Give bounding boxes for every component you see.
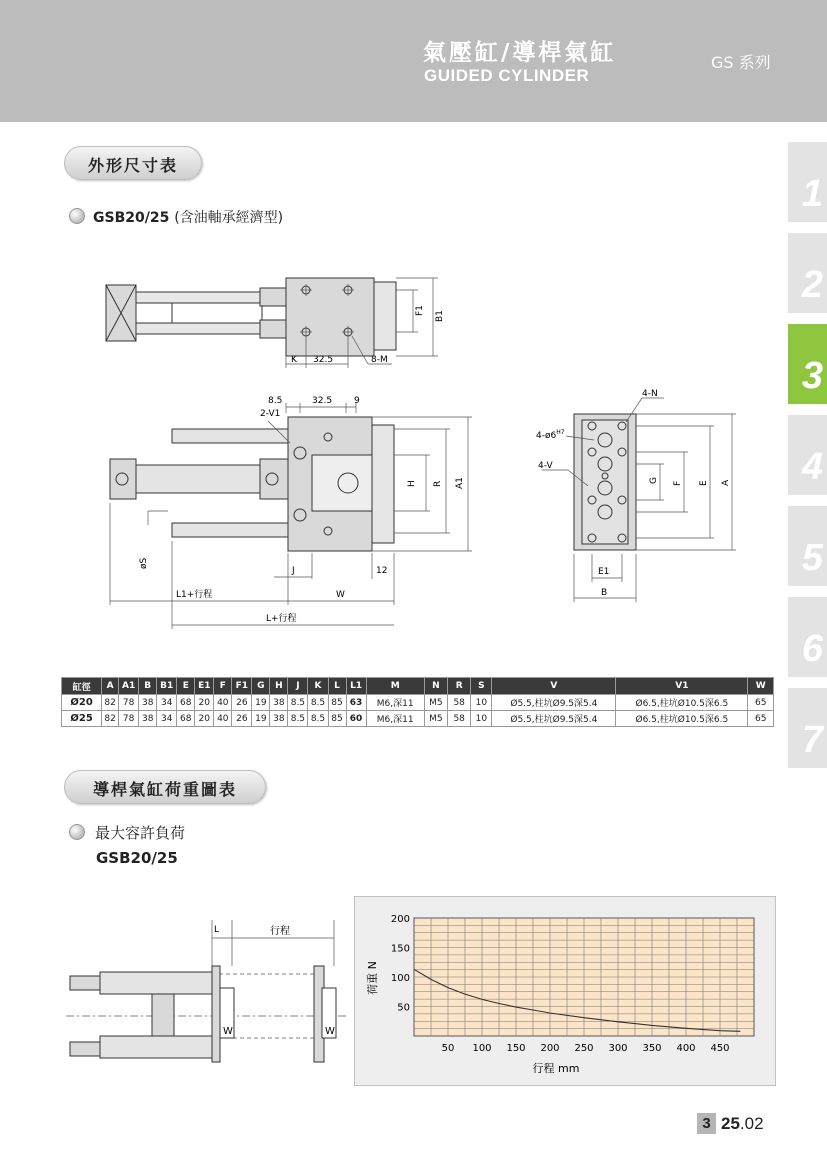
label-W-right: W — [325, 1026, 335, 1037]
label-R: R — [433, 480, 443, 487]
col-header: J — [288, 678, 308, 695]
label-G: G — [649, 477, 659, 484]
load-subtitle: 最大容許負荷 — [95, 824, 186, 842]
header-title-zh: 氣壓缸/導桿氣缸 — [423, 40, 617, 66]
page-number-main: 25 — [721, 1113, 740, 1133]
label-A1: A1 — [455, 477, 465, 489]
label-4-V: 4-V — [538, 461, 553, 471]
top-view-drawing — [100, 268, 460, 372]
label-E: E — [699, 480, 709, 486]
col-header: 缸徑 — [62, 678, 102, 695]
col-header: R — [448, 678, 471, 695]
chapter-tab-1[interactable]: 1 — [788, 142, 827, 222]
load-diagram — [66, 918, 348, 1066]
page-number-sub: .02 — [739, 1113, 764, 1133]
col-header: K — [308, 678, 328, 695]
x-tick-label: 200 — [540, 1043, 560, 1054]
x-tick-label: 50 — [441, 1043, 455, 1054]
label-A: A — [721, 479, 731, 486]
bullet-icon — [69, 824, 85, 840]
label-F1: F1 — [415, 305, 425, 316]
y-tick-label: 100 — [390, 973, 410, 984]
page-number — [697, 1113, 764, 1134]
col-header: A1 — [119, 678, 139, 695]
col-header: G — [252, 678, 270, 695]
header-series: GS 系列 — [711, 53, 771, 72]
chapter-tab-5[interactable]: 5 — [788, 506, 827, 586]
dimensions-table — [61, 677, 774, 727]
col-header: B1 — [157, 678, 177, 695]
label-L1-stroke: L1+行程 — [176, 590, 213, 600]
load-chart — [354, 896, 776, 1086]
front-view-drawing — [100, 393, 480, 633]
chapter-tab-3[interactable]: 3 — [788, 324, 827, 404]
label-8-5: 8.5 — [268, 396, 283, 406]
table-row: Ø20 82 78 38 34 68 20 40 26 19 38 8.5 8.5 85 63 M6,深11 M5 58 10 Ø5.5,柱坑Ø9.5深5.4 Ø6.5,柱坑Ø10.5深6.5 65 — [62, 695, 774, 711]
col-header: A — [102, 678, 119, 695]
table-header-row — [62, 678, 774, 695]
bullet-icon — [69, 208, 85, 224]
x-tick-label: 250 — [574, 1043, 594, 1054]
grid-lines — [414, 918, 754, 1036]
y-tick-label: 200 — [390, 914, 410, 925]
x-tick-label: 400 — [676, 1043, 696, 1054]
label-B: B — [601, 588, 608, 598]
label-J: J — [292, 566, 295, 576]
col-header: L1 — [346, 678, 366, 695]
chapter-tab-7[interactable]: 7 — [788, 688, 827, 768]
x-tick-label: 300 — [608, 1043, 628, 1054]
x-tick-label: 350 — [642, 1043, 662, 1054]
col-header: V — [492, 678, 616, 695]
col-header: H — [270, 678, 288, 695]
col-header: F — [214, 678, 232, 695]
label-4-N: 4-N — [642, 389, 658, 399]
y-axis-label: 荷重 N — [366, 961, 379, 995]
label-9: 9 — [354, 396, 360, 406]
label-H: H — [407, 480, 417, 487]
col-header: B — [139, 678, 157, 695]
y-tick-label: 50 — [397, 1002, 410, 1014]
label-32-5: 32.5 — [313, 355, 334, 365]
chapter-number: 3 — [697, 1113, 716, 1134]
chapter-tab-6[interactable]: 6 — [788, 597, 827, 677]
col-header: E1 — [195, 678, 214, 695]
x-tick-label: 150 — [506, 1043, 526, 1054]
label-K: K — [291, 355, 297, 365]
label-4-o6: $4-ø6^{H7}$ — [536, 429, 565, 441]
col-header: W — [748, 678, 774, 695]
section-title-load-chart: 導桿氣缸荷重圖表 — [64, 770, 266, 804]
page-header — [0, 0, 827, 122]
col-header: S — [471, 678, 492, 695]
x-tick-label: 100 — [472, 1043, 492, 1054]
col-header: L — [328, 678, 346, 695]
chapter-tab-4[interactable]: 4 — [788, 415, 827, 495]
label-2-V1: 2-V1 — [260, 409, 281, 419]
label-W: W — [336, 590, 345, 600]
label-8-M: 8-M — [371, 355, 388, 365]
section-title-dimensions: 外形尺寸表 — [64, 146, 202, 180]
col-header: F1 — [232, 678, 252, 695]
label-L-stroke: L+行程 — [266, 614, 297, 624]
x-tick-label: 450 — [710, 1043, 730, 1054]
side-view-drawing — [528, 388, 748, 606]
col-header: V1 — [616, 678, 748, 695]
table-row: Ø25 82 78 38 34 68 20 40 26 19 38 8.5 8.5 85 60 M6,深11 M5 58 10 Ø5.5,柱坑Ø9.5深5.4 Ø6.5,柱坑Ø10.5深6.5 65 — [62, 711, 774, 727]
y-tick-label: 150 — [390, 943, 410, 955]
x-axis-label: 行程 mm — [532, 1062, 580, 1075]
header-title-en: GUIDED CYLINDER — [424, 66, 590, 85]
col-header: E — [177, 678, 195, 695]
label-12: 12 — [376, 566, 388, 576]
label-B1: B1 — [435, 310, 445, 322]
label-oS: øS — [139, 557, 149, 569]
load-model: GSB20/25 — [96, 849, 178, 867]
col-header: N — [424, 678, 447, 695]
chapter-tab-2[interactable]: 2 — [788, 233, 827, 313]
col-header: M — [366, 678, 424, 695]
label-W-left: W — [223, 1026, 233, 1037]
label-E1: E1 — [598, 567, 610, 577]
label-L-load: L — [214, 925, 220, 935]
model-heading: GSB20/25 (含油軸承經濟型) — [93, 210, 284, 226]
label-32-5-front: 32.5 — [312, 396, 333, 406]
label-stroke: 行程 — [270, 926, 290, 937]
label-F: F — [673, 480, 683, 486]
